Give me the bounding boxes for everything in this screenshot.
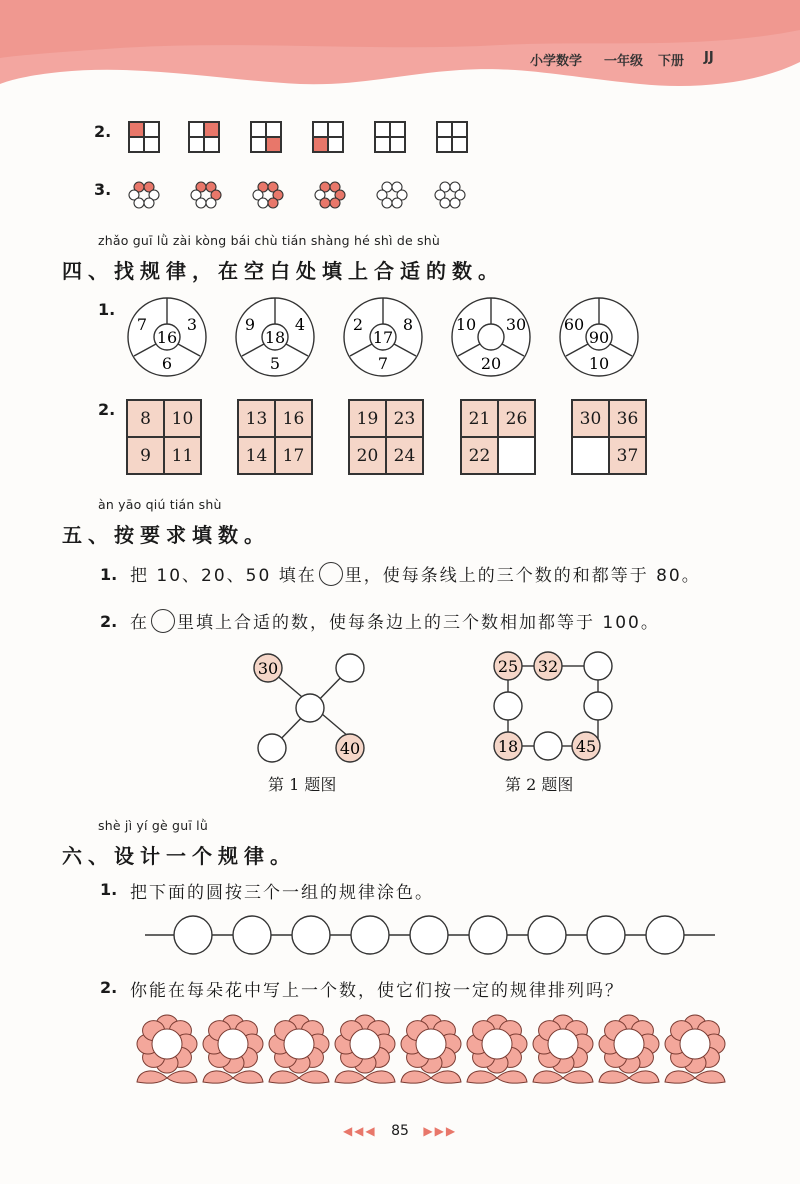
section5-q1-line (130, 561, 701, 586)
quarter-cell (437, 137, 452, 152)
chain-circle[interactable] (174, 916, 212, 954)
quarter-cell (266, 137, 281, 152)
q2-label: 2. (94, 122, 112, 141)
page-number-footer (0, 1123, 800, 1139)
arrow-right-icon: ▶▶▶ (423, 1124, 458, 1138)
number-grid (460, 399, 536, 475)
quarter-square (250, 121, 282, 153)
section5-q1-text-b: 里，使每条线上的三个数的和都等于 80。 (344, 566, 701, 586)
section5-q2-text-b: 里填上合适的数，使每条边上的三个数相加都等于 100。 (177, 613, 660, 633)
section6-pinyin: shè jì yí gè guī lǜ (98, 818, 208, 833)
flower-center[interactable] (416, 1029, 446, 1059)
section5-q2-label: 2. (100, 612, 118, 631)
chain-circle[interactable] (587, 916, 625, 954)
wheel-right-value: 3 (186, 315, 198, 334)
header-grade: 一年级 (604, 54, 644, 69)
figure1-caption: 第 1 题图 (268, 775, 337, 794)
wheel-center-value: 16 (156, 328, 178, 347)
flower-center[interactable] (218, 1029, 248, 1059)
grid-cell: 14 (238, 437, 275, 474)
grid-cell: 20 (349, 437, 386, 474)
grid-cell: 37 (609, 437, 646, 474)
circle-cluster (191, 182, 221, 208)
flower (599, 1015, 659, 1083)
fig1-tl-value: 30 (257, 659, 279, 678)
grid-blank-cell[interactable] (572, 437, 609, 474)
quarter-cell (437, 122, 452, 137)
circle-cluster (315, 182, 345, 208)
section5-title: 五、按要求填数。 (62, 523, 270, 547)
chain-circle[interactable] (233, 916, 271, 954)
wheel-left-value: 2 (352, 315, 364, 334)
chain-circle[interactable] (646, 916, 684, 954)
number-wheel (342, 296, 424, 378)
cluster-dot (440, 198, 450, 208)
fig1-circle-center (296, 694, 324, 722)
quarter-cell (390, 137, 405, 152)
chain-circle[interactable] (351, 916, 389, 954)
flower-center[interactable] (548, 1029, 578, 1059)
number-grid (126, 399, 202, 475)
section6-q1-text: 把下面的圆按三个一组的规律涂色。 (130, 883, 434, 903)
flower (467, 1015, 527, 1083)
circle-cluster (435, 182, 465, 208)
fig2-circle-middle-left (494, 692, 522, 720)
quarter-cell (313, 122, 328, 137)
chain-circle[interactable] (292, 916, 330, 954)
wheel-center-value: 18 (264, 328, 286, 347)
number-grid (348, 399, 424, 475)
section6-q2-label: 2. (100, 978, 118, 997)
grid-cell: 30 (572, 400, 609, 437)
number-wheel (126, 296, 208, 378)
circle-clusters-row (120, 175, 480, 215)
fig2-circle-top-right (584, 652, 612, 680)
fig2-tm-value: 32 (537, 657, 559, 676)
section6-title: 六、设计一个规律。 (62, 844, 296, 868)
flower-center[interactable] (482, 1029, 512, 1059)
quarter-cell (129, 137, 144, 152)
page-number: 85 (391, 1123, 409, 1139)
chain-circle[interactable] (410, 916, 448, 954)
cluster-dot (268, 198, 278, 208)
grid-cell: 24 (386, 437, 423, 474)
quarter-cell (390, 122, 405, 137)
cluster-dot (144, 198, 154, 208)
section5-q1-text-a: 把 10、20、50 填在 (130, 566, 317, 586)
blank-circle-icon (319, 562, 343, 586)
section5-q2-line (130, 608, 660, 633)
quarter-cell (375, 122, 390, 137)
quarter-cell (144, 122, 159, 137)
quarter-cell (266, 122, 281, 137)
wheel-left-value: 10 (455, 315, 477, 334)
quarter-square (436, 121, 468, 153)
figure2-square-diagram (488, 648, 618, 768)
fig2-tl-value: 25 (497, 657, 519, 676)
wheel-right-value: 4 (294, 315, 306, 334)
quarter-cell (189, 137, 204, 152)
flower-center[interactable] (284, 1029, 314, 1059)
flower-center[interactable] (350, 1029, 380, 1059)
quarter-cell (129, 122, 144, 137)
q3-label: 3. (94, 180, 112, 199)
flower-center[interactable] (680, 1029, 710, 1059)
wheel-left-value: 60 (563, 315, 585, 334)
quarter-cell (328, 137, 343, 152)
quarter-cell (328, 122, 343, 137)
quarter-cell (204, 122, 219, 137)
chain-circle[interactable] (528, 916, 566, 954)
fig1-br-value: 40 (339, 739, 361, 758)
number-wheel (558, 296, 640, 378)
fig2-bl-value: 18 (497, 737, 519, 756)
quarter-cell (452, 137, 467, 152)
header-subject: 小学数学 (530, 54, 583, 69)
cluster-dot (206, 198, 216, 208)
wheel-center-value: 90 (588, 328, 610, 347)
circle-cluster (253, 182, 283, 208)
number-grid (237, 399, 313, 475)
circle-chain (145, 912, 720, 958)
quarter-square (188, 121, 220, 153)
grid-cell: 16 (275, 400, 312, 437)
grid-blank-cell[interactable] (498, 437, 535, 474)
section4-q2-label: 2. (98, 400, 116, 419)
fig1-circle-bottom-left (258, 734, 286, 762)
wheel-bottom-value: 6 (161, 354, 173, 373)
figure2-caption: 第 2 题图 (505, 775, 574, 794)
section4-q1-label: 1. (98, 300, 116, 319)
wheel-left-value: 9 (244, 315, 256, 334)
cluster-dot (134, 198, 144, 208)
flowers-row (135, 1012, 735, 1092)
wheel-right-value: 8 (402, 315, 414, 334)
flower (401, 1015, 461, 1083)
arrow-left-icon: ◀◀◀ (342, 1124, 377, 1138)
section4-pinyin: zhǎo guī lǜ zài kòng bái chù tián shàng hé shì de shù (98, 233, 440, 248)
chain-circle[interactable] (469, 916, 507, 954)
flower-center[interactable] (152, 1029, 182, 1059)
wheel-bottom-value: 7 (377, 354, 389, 373)
section6-q2-text: 你能在每朵花中写上一个数，使它们按一定的规律排列吗？ (130, 981, 624, 1001)
cluster-dot (258, 198, 268, 208)
flower (203, 1015, 263, 1083)
quarter-cell (144, 137, 159, 152)
fig2-circle-middle-right (584, 692, 612, 720)
quarter-square (374, 121, 406, 153)
circle-cluster (129, 182, 159, 208)
grid-cell: 9 (127, 437, 164, 474)
cluster-dot (392, 198, 402, 208)
wheel-bottom-value: 10 (588, 354, 610, 373)
quarter-square (128, 121, 160, 153)
figure1-x-diagram (250, 648, 380, 768)
header-band (0, 0, 800, 90)
cluster-dot (196, 198, 206, 208)
flower (533, 1015, 593, 1083)
grid-cell: 21 (461, 400, 498, 437)
flower-center[interactable] (614, 1029, 644, 1059)
quarter-cell (375, 137, 390, 152)
header-edition: JJ (704, 50, 714, 65)
number-wheel (450, 296, 532, 378)
section5-q1-label: 1. (100, 565, 118, 584)
quarter-cell (313, 137, 328, 152)
grid-cell: 36 (609, 400, 646, 437)
section5-pinyin: àn yāo qiú tián shù (98, 497, 222, 512)
cluster-dot (320, 198, 330, 208)
quarter-cell (204, 137, 219, 152)
section6-q1-label: 1. (100, 880, 118, 899)
blank-circle-icon (151, 609, 175, 633)
section5-q2-text-a: 在 (130, 613, 149, 633)
grid-cell: 23 (386, 400, 423, 437)
grid-cell: 13 (238, 400, 275, 437)
grid-cell: 26 (498, 400, 535, 437)
flower (335, 1015, 395, 1083)
grid-cell: 8 (127, 400, 164, 437)
section4-title: 四、找规律，在空白处填上合适的数。 (62, 259, 504, 283)
fig2-circle-bottom-middle (534, 732, 562, 760)
circle-cluster (377, 182, 407, 208)
cluster-dot (450, 198, 460, 208)
quarter-cell (189, 122, 204, 137)
wheel-right-value: 30 (505, 315, 527, 334)
flower (269, 1015, 329, 1083)
grid-cell: 11 (164, 437, 201, 474)
flower (137, 1015, 197, 1083)
fig1-circle-top-right (336, 654, 364, 682)
cluster-dot (330, 198, 340, 208)
quarter-cell (251, 122, 266, 137)
grid-cell: 17 (275, 437, 312, 474)
wheel-center (478, 324, 504, 350)
quarter-square (312, 121, 344, 153)
quarter-cell (452, 122, 467, 137)
grid-cell: 10 (164, 400, 201, 437)
header-volume: 下册 (658, 54, 685, 69)
wheel-bottom-value: 5 (269, 354, 281, 373)
flower (665, 1015, 725, 1083)
quarter-cell (251, 137, 266, 152)
fig2-br-value: 45 (575, 737, 597, 756)
wheel-bottom-value: 20 (480, 354, 502, 373)
cluster-dot (382, 198, 392, 208)
grid-cell: 19 (349, 400, 386, 437)
wheel-center-value: 17 (372, 328, 394, 347)
wheel-left-value: 7 (136, 315, 148, 334)
grid-cell: 22 (461, 437, 498, 474)
number-wheel (234, 296, 316, 378)
number-grid (571, 399, 647, 475)
